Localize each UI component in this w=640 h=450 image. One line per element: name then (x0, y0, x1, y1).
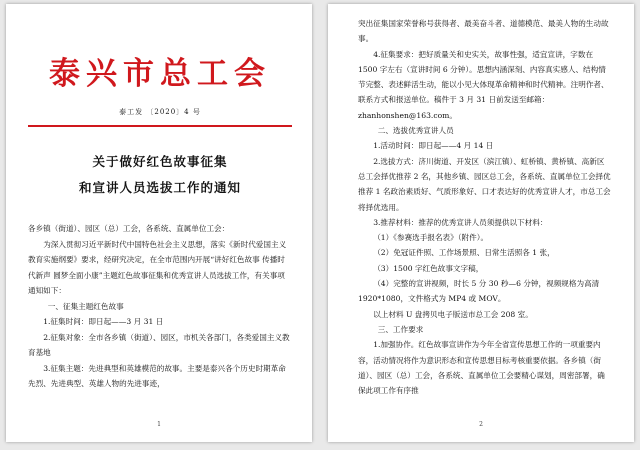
section-1-item-2: 2.征集对象：全市各乡镇（街道）、园区，市机关各部门，各类爱国主义教育基地 (28, 332, 290, 357)
section-2-heading: 二、选拔优秀宣讲人员 (377, 126, 454, 136)
section-3-heading: 三、工作要求 (377, 324, 424, 334)
document-number: 泰工发 〔2020〕4 号 (119, 108, 201, 116)
section-3-item-1: 1.加强协作。红色故事宣讲作为今年全省宣传思想工作的一项重要内容，活动情况将作为意识形态和宣传思想目标考核重要依据。各乡镇（街道）、园区（总）工会，各系统、直属单位工会要精心谋划，周密部署，确保此项工作有序推 (358, 340, 605, 396)
red-divider-line (28, 125, 292, 127)
material-1: （1）《参赛选手报名表》（附件）。 (373, 233, 489, 243)
material-2: （2）免冠证件照、工作场景照、日常生活照各 1 张， (373, 248, 555, 258)
title-line-2: 和宣讲人员选拔工作的通知 (78, 180, 241, 195)
document-body-page-1 (28, 221, 292, 392)
org-masthead: 泰兴市总工会 (49, 56, 271, 92)
document-title (28, 149, 292, 201)
intro-paragraph: 为深入贯彻习近平新时代中国特色社会主义思想，落实《新时代爱国主义教育实施纲要》要求，经研究决定，在全市范围内开展“讲好红色故事 传播时代新声 圆梦全面小康”主题红色故事征集和优秀宣讲人员选拔工作，有关事项通知如下： (28, 239, 287, 295)
section-1-item-1: 1.征集时间：即日起——3 月 31 日 (43, 317, 164, 326)
section-1-heading: 一、征集主题红色故事 (47, 301, 124, 311)
section-2-item-2: 2.选拔方式：济川街道、开发区（滨江镇）、虹桥镇、黄桥镇、高新区总工会择优推荐 2 名，其他乡镇、园区总工会，各系统、直属单位工会择优推荐 1 名政治素质好、气质形象好、口才表达好的优秀宣讲人才，市总工会将择优选用。 (358, 156, 611, 212)
document-body-page-2 (358, 16, 612, 398)
material-3: （3）1500 字红色故事文字稿， (373, 263, 484, 273)
document-page-1 (6, 4, 312, 442)
title-line-1: 关于做好红色故事征集 (92, 154, 228, 169)
section-1-item-4: 4.征集要求：把好质量关和史实关，故事性强，适宜宣讲，字数在 1500 字左右（宣讲时间 6 分钟）。思想内涵深刻、内容真实感人、结构情节完整、表述鲜活生动，能以小见大体现革命精神和时代精神。注明作者、联系方式和报送单位。稿件于 3 月 31 日前发送至邮箱： (358, 49, 609, 105)
materials-note: 以上材料 U 盘拷贝电子版送市总工会 208 室。 (373, 309, 533, 319)
salutation: 各乡镇（街道）、园区（总）工会，各系统、直属单位工会： (28, 224, 230, 233)
page-number: 1 (157, 421, 161, 428)
continued-paragraph: 突出征集国家荣誉称号获得者、最美奋斗者、道德模范、最美人物的生动故事。 (358, 19, 609, 44)
section-2-item-3: 3.推荐材料：推荐的优秀宣讲人员须提供以下材料： (373, 217, 548, 227)
section-2-item-1: 1.活动时间：即日起——4 月 14 日 (373, 141, 494, 151)
page-number: 2 (479, 421, 483, 428)
material-4: （4）完整的宣讲视频，时长 5 分 30 秒—6 分钟，视频规格为高清 1920*1080，文件格式为 MP4 或 MOV。 (358, 279, 600, 304)
document-page-2 (328, 4, 634, 442)
section-1-item-3: 3.征集主题：先进典型和英雄模范的故事。主要是泰兴各个历史时期革命先烈、先进典型、英雄人物的先进事迹， (28, 363, 286, 388)
submission-email: zhanhonshen@163.com。 (358, 110, 457, 120)
